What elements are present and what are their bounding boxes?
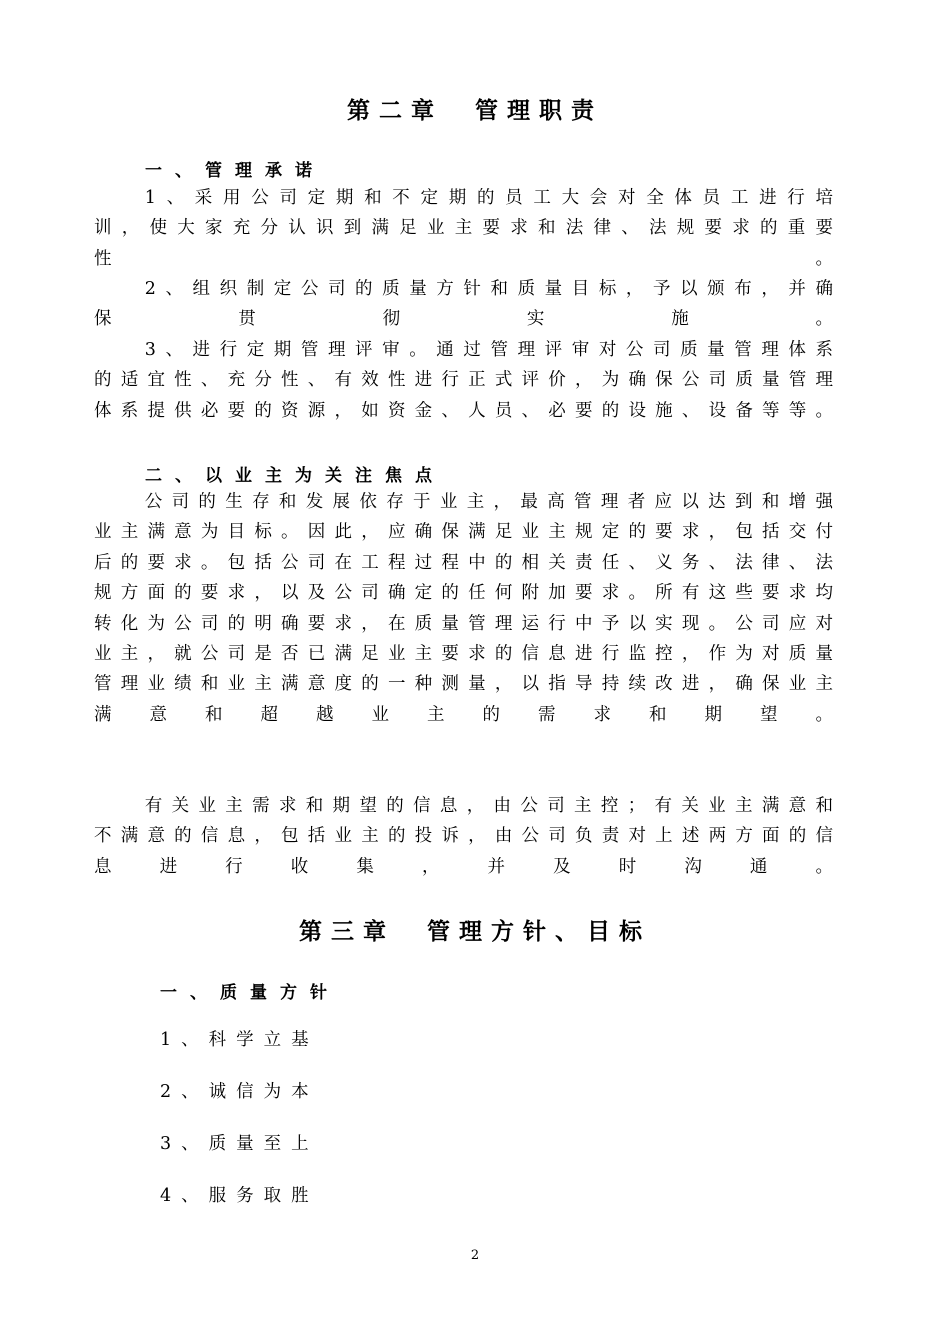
chapter-3-title: 第三章 管理方针、目标 bbox=[299, 919, 651, 945]
chapter-2-section-2-paragraph-2: 有关业主需求和期望的信息，由公司主控；有关业主满意和不满意的信息，包括业主的投诉，由公司负责对上述两方面的信息进行收集，并及时沟通。 bbox=[94, 796, 842, 877]
chapter-2-section-1-item-2: 2、组织制定公司的质量方针和质量目标，予以颁布，并确保贯彻实施。 bbox=[94, 279, 842, 330]
quality-policy-item-3: 3、质量至上 bbox=[160, 1134, 319, 1154]
chapter-3-section-1-heading: 一、质量方针 bbox=[160, 983, 340, 1003]
chapter-2-section-2-paragraph-1: 公司的生存和发展依存于业主，最高管理者应以达到和增强业主满意为目标。因此，应确保满足业主规定的要求，包括交付后的要求。包括公司在工程过程中的相关责任、义务、法律、法规方面的要求，以及公司确定的任何附加要求。所有这些要求均转化为公司的明确要求，在质量管理运行中予以实现。公司应对业主，就公司是否已满足业主要求的信息进行监控，作为对质量管理业绩和业主满意度的一种测量，以指导持续改进，确保业主满意和超越业主的需求和期望。 bbox=[94, 492, 842, 725]
chapter-2-section-2-heading: 二、以业主为关注焦点 bbox=[145, 466, 445, 486]
quality-policy-item-2: 2、诚信为本 bbox=[160, 1082, 319, 1102]
chapter-2-section-1-heading: 一、管理承诺 bbox=[145, 161, 325, 181]
chapter-2-section-1-item-3: 3、进行定期管理评审。通过管理评审对公司质量管理体系的适宜性、充分性、有效性进行正式评价，为确保公司质量管理体系提供必要的资源，如资金、人员、必要的设施、设备等等。 bbox=[94, 340, 842, 421]
chapter-2-section-1-item-1: 1、采用公司定期和不定期的员工大会对全体员工进行培训，使大家充分认识到满足业主要求和法律、法规要求的重要性。 bbox=[94, 188, 842, 269]
quality-policy-item-1: 1、科学立基 bbox=[160, 1030, 319, 1050]
page-number: 2 bbox=[470, 1248, 480, 1263]
quality-policy-item-4: 4、服务取胜 bbox=[160, 1186, 319, 1206]
chapter-2-title: 第二章 管理职责 bbox=[347, 98, 603, 124]
